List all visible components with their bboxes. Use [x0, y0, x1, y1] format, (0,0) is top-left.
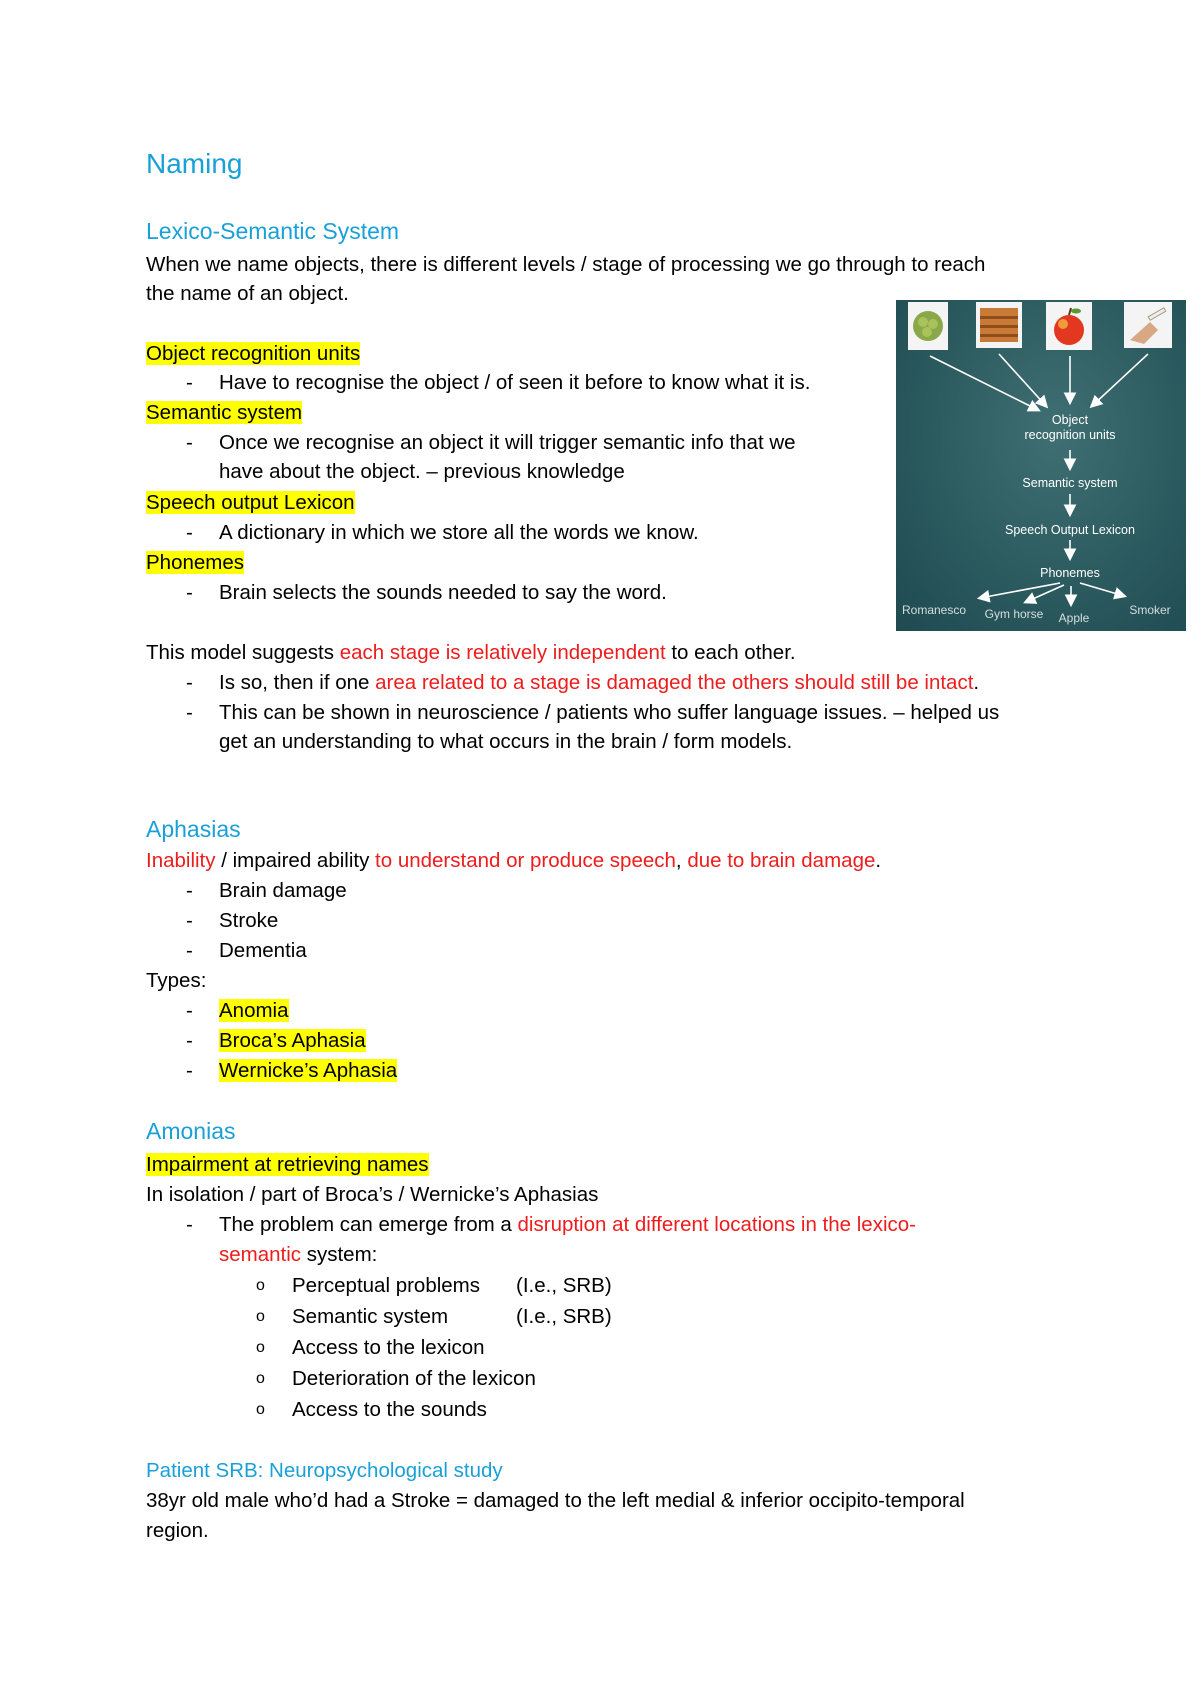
amonia-line-2: In isolation / part of Broca’s / Wernicke’s Aphasias: [146, 1183, 599, 1206]
sub-item: Deterioration of the lexicon: [292, 1367, 536, 1390]
sub-item-note: (I.e., SRB): [516, 1305, 612, 1328]
intro-line-2: the name of an object.: [146, 282, 349, 305]
bullet-dash: -: [186, 879, 193, 902]
desc-semantic-line-2: have about the object. – previous knowledge: [219, 460, 625, 483]
intro-line-1: When we name objects, there is different levels / stage of processing we go through to reach: [146, 253, 986, 276]
types-label: Types:: [146, 969, 207, 992]
cause-item: Brain damage: [219, 879, 347, 902]
bullet-circle: o: [256, 1339, 265, 1356]
section-heading-lexico-semantic: Lexico-Semantic System: [146, 218, 400, 244]
patient-line-1: 38yr old male who’d had a Stroke = damaged to the left medial & inferior occipito-temporal: [146, 1489, 965, 1512]
diagram-svg: [896, 300, 1186, 631]
bullet-dash: -: [186, 671, 193, 694]
sub-item: Access to the sounds: [292, 1398, 487, 1421]
bullet-circle: o: [256, 1401, 265, 1418]
bullet-dash: -: [186, 701, 193, 724]
model-bullet-2-line-2: get an understanding to what occurs in the brain / form models.: [219, 730, 793, 753]
model-bullet-1: Is so, then if one area related to a stage is damaged the others should still be intact.: [219, 671, 980, 694]
section-heading-patient-srb: Patient SRB: Neuropsychological study: [146, 1459, 503, 1482]
bullet-dash: -: [186, 431, 193, 454]
diagram-label-recognition-units: recognition units: [1024, 428, 1116, 442]
desc-semantic-line-1: Once we recognise an object it will trigger semantic info that we: [219, 431, 796, 454]
romanesco-image: [908, 302, 948, 350]
bullet-circle: o: [256, 1370, 265, 1387]
diagram-output-smoker: Smoker: [1129, 603, 1171, 617]
term-speech-output: Speech output Lexicon: [146, 491, 355, 514]
bullet-dash: -: [186, 1059, 193, 1082]
diagram-label-object: Object: [1051, 413, 1089, 427]
amonia-bullet-line-1: The problem can emerge from a disruption at different locations in the lexico-: [219, 1213, 916, 1236]
term-phonemes: Phonemes: [146, 551, 245, 574]
bullet-dash: -: [186, 581, 193, 604]
type-item: Broca’s Aphasia: [219, 1029, 366, 1052]
bullet-dash: -: [186, 909, 193, 932]
bullet-dash: -: [186, 1213, 193, 1236]
term-object-recognition: Object recognition units: [146, 342, 361, 365]
diagram-output-gym-horse: Gym horse: [984, 607, 1044, 621]
gym-horse-image: [976, 302, 1022, 348]
page-title: Naming: [146, 148, 243, 179]
sub-item-note: (I.e., SRB): [516, 1274, 612, 1297]
amonia-bullet-line-2: semantic system:: [219, 1243, 378, 1266]
bullet-circle: o: [256, 1277, 265, 1294]
term-semantic-system: Semantic system: [146, 401, 303, 424]
section-heading-amonias: Amonias: [146, 1118, 236, 1144]
smoker-image: [1124, 302, 1172, 348]
type-item: Wernicke’s Aphasia: [219, 1059, 398, 1082]
diagram-output-romanesco: Romanesco: [901, 603, 967, 617]
patient-line-2: region.: [146, 1519, 209, 1542]
bullet-circle: o: [256, 1308, 265, 1325]
diagram-label-phonemes: Phonemes: [1040, 566, 1100, 580]
desc-phonemes: Brain selects the sounds needed to say the word.: [219, 581, 667, 604]
type-item: Anomia: [219, 999, 289, 1022]
bullet-dash: -: [186, 371, 193, 394]
section-heading-aphasias: Aphasias: [146, 816, 241, 842]
lexico-semantic-diagram: [896, 300, 1186, 631]
desc-object-recognition: Have to recognise the object / of seen it before to know what it is.: [219, 371, 811, 394]
desc-speech-output: A dictionary in which we store all the words we know.: [219, 521, 699, 544]
diagram-output-apple: Apple: [1058, 611, 1090, 625]
model-bullet-2-line-1: This can be shown in neuroscience / patients who suffer language issues. – helped us: [219, 701, 1000, 724]
sub-item: Semantic system: [292, 1305, 449, 1328]
apple-image: [1046, 302, 1092, 350]
bullet-dash: -: [186, 999, 193, 1022]
bullet-dash: -: [186, 939, 193, 962]
sub-item: Access to the lexicon: [292, 1336, 485, 1359]
aphasia-definition: Inability / impaired ability to understand or produce speech, due to brain damage.: [146, 849, 882, 872]
object-thumbnails: [908, 302, 1172, 350]
amonia-definition: Impairment at retrieving names: [146, 1153, 429, 1176]
bullet-dash: -: [186, 521, 193, 544]
bullet-dash: -: [186, 1029, 193, 1052]
cause-item: Stroke: [219, 909, 279, 932]
cause-item: Dementia: [219, 939, 307, 962]
sub-item: Perceptual problems: [292, 1274, 481, 1297]
diagram-label-semantic: Semantic system: [1022, 476, 1118, 490]
model-paragraph: This model suggests each stage is relatively independent to each other.: [146, 641, 796, 664]
diagram-label-speech-output: Speech Output Lexicon: [1005, 523, 1135, 537]
